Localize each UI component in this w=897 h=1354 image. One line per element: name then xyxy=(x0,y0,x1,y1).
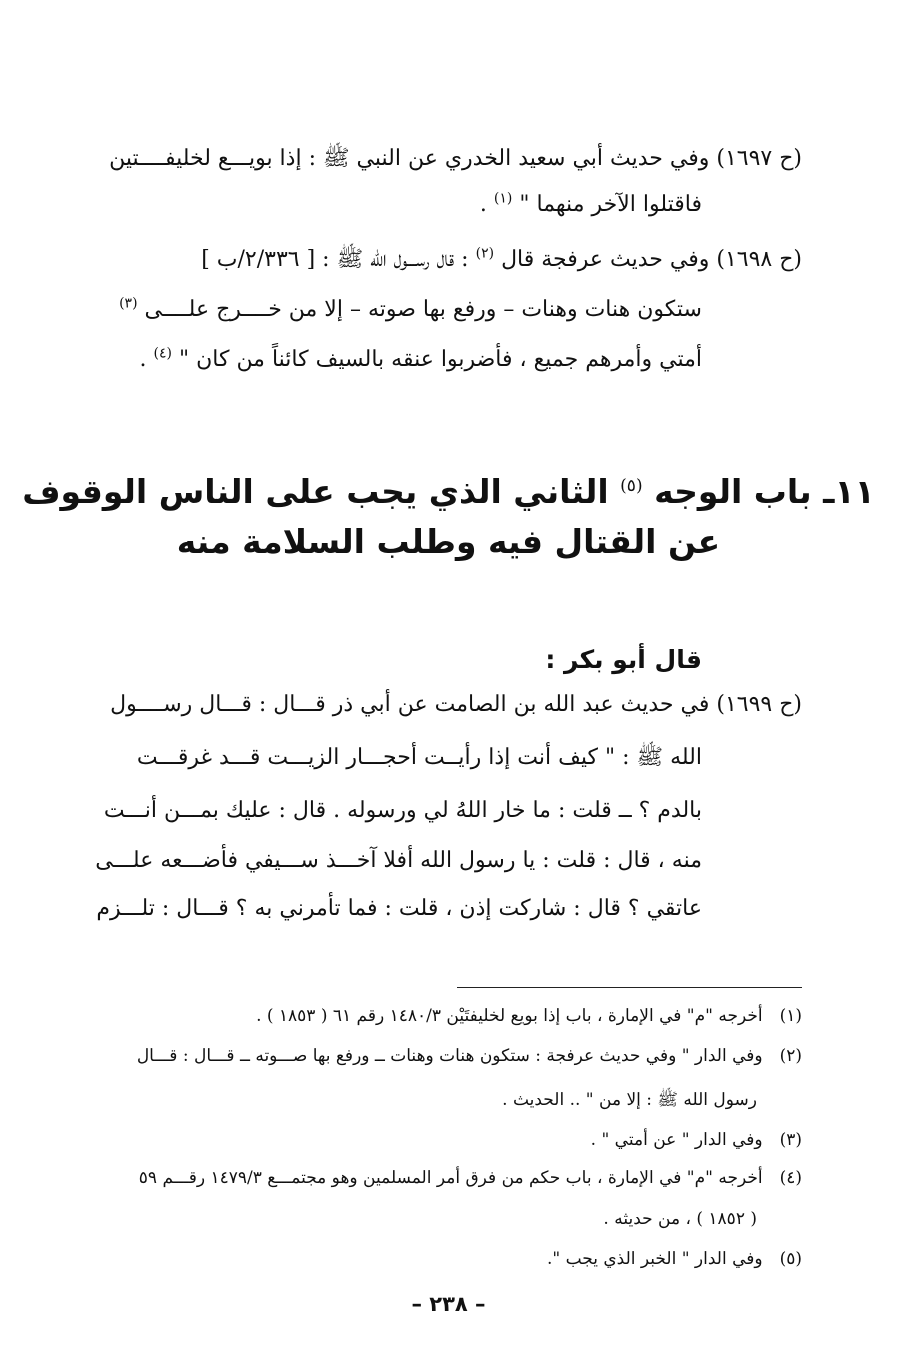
footnote-ref-5[interactable]: (٥) xyxy=(620,476,643,496)
hadith-1697-text-2: فاقتلوا الآخر منهما " xyxy=(519,192,702,217)
footnote-number: (٣) xyxy=(779,1130,802,1150)
footnote-number: (٢) xyxy=(779,1046,802,1066)
footnote-2 xyxy=(137,1044,802,1068)
hadith-1697-text-1: (ح ١٦٩٧) وفي حديث أبي سعيد الخدري عن النبي ﷺ : إذا بويـــع لخليفــــتين xyxy=(109,146,802,171)
footnote-2-continuation xyxy=(502,1088,757,1112)
hadith-1699-line-2 xyxy=(137,743,702,773)
footnote-text: أخرجه "م" في الإمارة ، باب إذا بويع لخليفتَيْن ١٤٨٠/٣ رقم ٦١ ( ١٨٥٣ ) . xyxy=(256,1006,763,1026)
footnote-number: (٥) xyxy=(779,1249,802,1269)
hadith-1698-line-2 xyxy=(119,295,702,325)
footnote-text: وفي الدار " وفي حديث عرفجة : ستكون هنات وهنات ــ ورفع بها صـــوته ــ قـــال : قـــال xyxy=(136,1046,763,1066)
qala-abu-bakr xyxy=(545,643,702,677)
footnote-text: ( ١٨٥٢ ) ، من حديثه . xyxy=(603,1209,757,1229)
hadith-1699-text-2: الله ﷺ : " كيف أنت إذا رأيــت أحجـــار الزيـــت قـــد غرقـــت xyxy=(136,745,702,770)
hadith-1699-text-4: منه ، قال : قلت : يا رسول الله أفلا آخـــذ ســـيفي فأضـــعه علـــى xyxy=(95,848,702,873)
hadith-1698-text-2: ستكون هنات وهنات – ورفع بها صوته – إلا من خــــرج علــــى xyxy=(144,297,702,322)
hadith-1699-text-3: بالدم ؟ ــ قلت : ما خار اللهُ لي ورسوله . قال : عليك بمـــن أنـــت xyxy=(103,798,702,823)
chapter-heading-title-end: الثاني الذي يجب على الناس الوقوف xyxy=(22,472,609,511)
chapter-heading-subtitle: عن القتال فيه وطلب السلامة منه xyxy=(176,522,721,561)
page-number-text: – ٢٣٨ – xyxy=(411,1292,486,1316)
hadith-1699-line-4 xyxy=(95,846,702,876)
footnote-4 xyxy=(139,1166,802,1190)
footnote-text: وفي الدار " الخبر الذي يجب ". xyxy=(546,1249,763,1269)
footnote-text: أخرجه "م" في الإمارة ، باب حكم من فرق أمر المسلمين وهو مجتمـــع ١٤٧٩/٣ رقـــم ٥٩ xyxy=(138,1168,763,1188)
footnote-separator xyxy=(457,987,802,988)
footnote-number: (٤) xyxy=(779,1168,802,1188)
chapter-heading-title-start: ١١ـ باب الوجه xyxy=(654,472,875,511)
hadith-1698-line-3 xyxy=(140,345,702,375)
footnote-ref-3[interactable]: (٣) xyxy=(119,295,138,312)
hadith-1697-line-1 xyxy=(109,144,802,174)
footnote-ref-1[interactable]: (١) xyxy=(493,190,513,207)
footnote-text: رسول الله ﷺ : إلا من " .. الحديث . xyxy=(502,1090,757,1110)
footnote-text: وفي الدار " عن أمتي " . xyxy=(590,1130,763,1150)
hadith-1698-line-1 xyxy=(201,245,802,275)
hadith-1698-text-1-rest: : قال رســـول الله ﷺ : [ ٢/٣٣٦/ب ] xyxy=(201,247,469,272)
footnote-4-continuation xyxy=(603,1207,757,1231)
footnote-3 xyxy=(591,1128,802,1152)
footnote-ref-4[interactable]: (٤) xyxy=(153,345,172,362)
hadith-1697-end: . xyxy=(479,192,487,217)
hadith-1698-end: . xyxy=(139,347,147,372)
hadith-1699-text-5: عاتقي ؟ قال : شاركت إذن ، قلت : فما تأمرني به ؟ قـــال : تلـــزم xyxy=(96,896,702,921)
page-number xyxy=(0,1290,897,1318)
footnote-ref-2[interactable]: (٢) xyxy=(475,245,495,262)
hadith-1698-text-1: (ح ١٦٩٨) وفي حديث عرفجة قال xyxy=(501,247,802,272)
footnote-1 xyxy=(256,1004,802,1028)
hadith-1699-line-3 xyxy=(104,796,702,826)
chapter-heading-line-2 xyxy=(0,520,897,564)
hadith-1697-line-2 xyxy=(480,190,702,220)
hadith-1698-text-3: أمتي وأمرهم جميع ، فأضربوا عنقه بالسيف كائناً من كان " xyxy=(179,347,702,372)
hadith-1699-line-5 xyxy=(96,894,702,924)
footnote-number: (١) xyxy=(779,1006,802,1026)
footnote-5 xyxy=(547,1247,802,1271)
qala-abu-bakr-text: قال أبو بكر : xyxy=(545,645,702,674)
hadith-1699-line-1 xyxy=(110,690,802,720)
hadith-1699-text-1: (ح ١٦٩٩) في حديث عبد الله بن الصامت عن أبي ذر قـــال : قـــال رســــول xyxy=(110,692,802,717)
chapter-heading-line-1 xyxy=(0,470,897,514)
